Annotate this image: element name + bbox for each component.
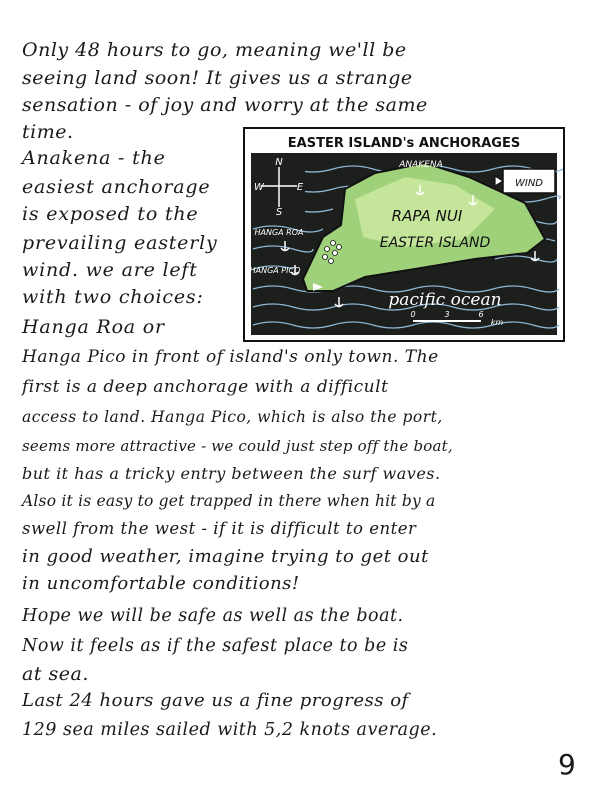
text-line-13: first is a deep anchorage with a difficult xyxy=(22,377,389,397)
text-line-25: 129 sea miles sailed with 5,2 knots average. xyxy=(22,720,438,740)
page-number: 9 xyxy=(558,748,576,781)
text-line-17: Also it is easy to get trapped in there when hit by a xyxy=(22,492,436,510)
text-line-18: swell from the west - if it is difficult to enter xyxy=(22,519,417,538)
text-line-23: at sea. xyxy=(22,663,89,685)
text-line-20: in uncomfortable conditions! xyxy=(22,573,300,594)
text-line-10: with two choices: xyxy=(22,286,204,308)
rapa-nui-label: RAPA NUI xyxy=(391,207,463,225)
text-line-21: Hope we will be safe as well as the boat. xyxy=(22,606,404,626)
text-line-14: access to land. Hanga Pico, which is also the port, xyxy=(22,408,443,426)
text-line-1: Only 48 hours to go, meaning we'll be xyxy=(22,39,407,61)
text-line-11: Hanga Roa or xyxy=(22,316,165,338)
text-line-24: Last 24 hours gave us a fine progress of xyxy=(22,690,409,711)
compass-w: W xyxy=(254,182,264,193)
scale-unit: km xyxy=(490,318,504,327)
easter-island-label: EASTER ISLAND xyxy=(379,235,491,251)
hanga-roa-label: HANGA ROA xyxy=(254,228,304,237)
pacific-ocean-label: pacific ocean xyxy=(388,290,502,310)
wind-label: WIND xyxy=(514,178,544,189)
text-line-3: sensation - of joy and worry at the same xyxy=(22,94,428,116)
text-line-2: seeing land soon! It gives us a strange xyxy=(22,67,413,89)
text-line-16: but it has a tricky entry between the surf waves. xyxy=(22,464,441,483)
scale-three: 3 xyxy=(444,310,450,319)
anakena-label: ANAKENA xyxy=(399,160,443,170)
text-line-8: prevailing easterly xyxy=(22,232,218,254)
map-drawing xyxy=(245,129,563,340)
text-line-12: Hanga Pico in front of island's only town. The xyxy=(22,347,439,367)
text-line-4: time. xyxy=(22,121,74,143)
text-line-6: easiest anchorage xyxy=(22,176,211,198)
scale-zero: 0 xyxy=(410,310,416,319)
text-line-7: is exposed to the xyxy=(22,203,199,225)
compass-e: E xyxy=(296,182,304,193)
anchorage-map xyxy=(243,127,565,342)
scale-six: 6 xyxy=(478,310,484,319)
text-line-19: in good weather, imagine trying to get out xyxy=(22,546,429,567)
compass-n: N xyxy=(275,157,283,168)
compass-s: S xyxy=(275,207,283,218)
text-line-5: Anakena - the xyxy=(22,147,166,169)
map-title: EASTER ISLAND's ANCHORAGES xyxy=(287,136,521,151)
text-line-22: Now it feels as if the safest place to be is xyxy=(22,636,409,656)
text-line-15: seems more attractive - we could just step off the boat, xyxy=(22,437,453,455)
hanga-pico-label: HANGA PICO xyxy=(249,266,301,275)
text-line-9: wind. we are left xyxy=(22,259,198,281)
